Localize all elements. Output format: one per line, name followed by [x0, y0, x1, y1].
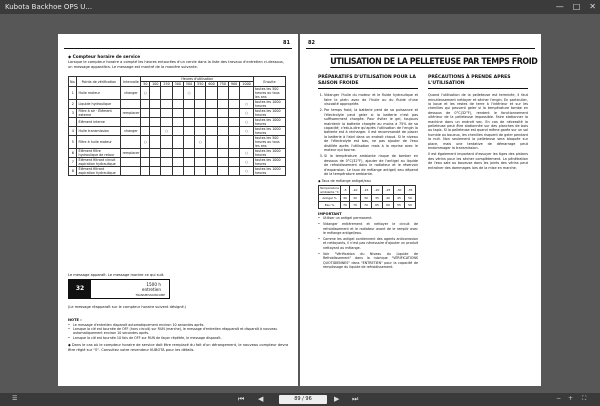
table-cell	[121, 167, 141, 176]
sidebar-toggle-icon[interactable]: ☰	[12, 395, 18, 402]
table-cell	[217, 100, 228, 109]
important-list	[318, 216, 418, 269]
table-cell: toutes les 1000 heures	[254, 118, 286, 127]
table-cell: 1	[69, 87, 77, 100]
note-item: • Le message d'entretien disparaît automatiquement environ 10 secondes après.	[68, 323, 290, 327]
table-cell: -25	[382, 185, 393, 194]
antifreeze-table	[318, 185, 416, 209]
table-cell	[195, 149, 206, 158]
table-cell	[206, 127, 217, 136]
table-cell: Élément filtrant circuit aspiration hydraulique	[77, 158, 121, 167]
table-cell	[195, 158, 206, 167]
hour-column-header: 500	[183, 82, 194, 87]
table-cell	[121, 136, 141, 149]
table-cell	[172, 158, 183, 167]
page-title: UTILISATION DE LA PELLETEUSE PAR TEMPS FROID	[330, 54, 520, 68]
table-row: Antigel % 30 30 30 35 40 45 50	[319, 194, 416, 201]
table-cell	[150, 109, 161, 118]
table-cell: Élément filtre hydraulique de retour	[77, 149, 121, 158]
table-cell	[206, 158, 217, 167]
check-circle-icon: ○	[240, 149, 254, 158]
table-cell	[150, 149, 161, 158]
table-cell	[183, 127, 194, 136]
hour-column-header: 1000	[240, 82, 254, 87]
list-item: 3. Si la température ambiante risque de tomber en dessous de 0°C(32°F), ajouter de l'antigel au liquide de refroidissement dans le radiateur et le réservoir d'expansion. Le taux de mélange antigel/ eau dépend de la température ambiante.	[324, 154, 418, 176]
table-body	[69, 87, 286, 176]
check-circle-icon: ○	[240, 127, 254, 136]
table-cell: 2	[69, 100, 77, 109]
table-cell	[206, 109, 217, 118]
hour-column-header: 300	[172, 82, 183, 87]
table-cell: 6	[69, 149, 77, 158]
table-cell	[228, 118, 239, 127]
table-cell	[161, 109, 172, 118]
list-item: 2. Par temps froid, la batterie perd de sa puissance et l'électrolyte peut geler si la batterie n'est pas suffisamment chargée. Pour éviter le gel, toujours maintenir la batterie chargée au moins à 75% de sa capacité; c'est-à-dire qu'après l'utilisation de l'engin la batterie est à recharger. Il est recommandé de placer la batterie à l'abri dans un endroit chaud. Si le niveau de l'électrolyte est bas, ne pas ajouter de l'eau distillée après l'utilisation mais à la reprise avec le moteur qui tourne.	[324, 108, 418, 152]
table-cell	[172, 136, 183, 149]
table-cell	[172, 118, 183, 127]
check-circle-icon: ○	[195, 136, 206, 149]
check-circle-icon: ○	[240, 158, 254, 167]
table-cell: remplacer	[121, 109, 141, 118]
table-cell	[172, 87, 183, 100]
table-cell	[217, 109, 228, 118]
hour-column-header: 100	[150, 82, 161, 87]
table-cell: Liquide hydraulique	[77, 100, 121, 109]
header-interval: Intervalle	[121, 77, 141, 87]
table-cell: -30	[393, 185, 404, 194]
table-cell: toutes les 1000 heures	[254, 100, 286, 109]
table-cell: 70	[341, 201, 350, 208]
table-row	[69, 100, 286, 109]
table-cell: Filtre à huile moteur	[77, 136, 121, 149]
table-cell	[161, 167, 172, 176]
table-row	[69, 136, 286, 149]
table-cell: toutes les 1000 heures	[254, 158, 286, 167]
table-cell	[161, 158, 172, 167]
check-circle-icon: ○	[183, 87, 194, 100]
table-cell	[206, 167, 217, 176]
table-cell	[183, 167, 194, 176]
divider	[306, 48, 535, 49]
table-cell	[195, 100, 206, 109]
table-cell	[217, 87, 228, 100]
table-cell: remplacer	[121, 149, 141, 158]
table-cell: 35	[371, 194, 382, 201]
table-cell: toutes les 1000 heures	[254, 167, 286, 176]
table-cell	[150, 136, 161, 149]
hour-column-header: 600	[206, 82, 217, 87]
header-items: Points de vérification	[77, 77, 121, 87]
message-display	[68, 279, 170, 299]
table-cell	[121, 118, 141, 127]
table-cell	[150, 100, 161, 109]
table-cell: -20	[371, 185, 382, 194]
table-cell	[150, 127, 161, 136]
list-item: • Comme les antigel contiennent des agents anticorrosion et nettoyants, il n'est pas nécessaire d'ajouter un produit nettoyant au mélange.	[318, 237, 418, 250]
table-cell	[228, 109, 239, 118]
table-row: Température ambiante °C -5 -10 -15 -20 -25 -30 -35	[319, 185, 416, 194]
table-cell	[183, 109, 194, 118]
table-cell	[141, 149, 150, 158]
table-cell	[183, 136, 194, 149]
table-cell	[150, 87, 161, 100]
table-row: Eau % 70 70 70 65 60 55 50	[319, 201, 416, 208]
table-cell: 30	[360, 194, 371, 201]
check-circle-icon: ○	[240, 109, 254, 118]
check-circle-icon: ○	[161, 127, 172, 136]
table-cell: -5	[341, 185, 350, 194]
table-cell: changer	[121, 127, 141, 136]
message-note: Le message apparaît. Le message montre ce qui suit.	[68, 273, 165, 277]
table-row	[69, 158, 286, 167]
table-cell	[150, 167, 161, 176]
table-cell	[217, 158, 228, 167]
table-cell: 30	[341, 194, 350, 201]
table-row	[69, 149, 286, 158]
table-cell	[141, 127, 150, 136]
table-cell	[217, 136, 228, 149]
hour-column-header: 50	[141, 82, 150, 87]
notes-title: NOTE :	[68, 318, 82, 322]
reappear-note: (Le message réapparaît sur le compteur horaire suivent désigné.)	[68, 305, 187, 309]
table-cell	[195, 118, 206, 127]
divider	[64, 48, 292, 49]
list-item: • Voir "Vérification du Niveau du Liquide de Refroidissement" dans la rubrique "VÉRIFICATIONS QUOTIDIENNES" dans "ENTRETIEN" pour la capacité de remplissage du liquide de refroidissement.	[318, 252, 418, 269]
table-cell	[240, 136, 254, 149]
last-page-button[interactable]: ⏭	[352, 395, 359, 403]
table-cell	[121, 100, 141, 109]
column-preparation	[318, 75, 418, 271]
table-cell: Huile moteur	[77, 87, 121, 100]
table-cell	[172, 167, 183, 176]
paragraph: Il est également important d'essuyer les tiges des pistons des vérins pour les sécher complètement. La pénétration de l'eau sale ou boueuse dans les joints des vérins peut entraîner des dommages lors de la mise en marche.	[428, 152, 528, 170]
table-cell	[161, 87, 172, 100]
table-cell	[161, 118, 172, 127]
table-cell	[161, 100, 172, 109]
next-page-button[interactable]: ▶	[334, 395, 340, 403]
header-hours: Heures d'utilisation	[141, 77, 254, 82]
check-circle-icon: ○	[141, 136, 150, 149]
table-cell: 30	[349, 194, 360, 201]
section-title: ◆ Compteur horaire de service	[68, 54, 141, 59]
table-cell	[217, 127, 228, 136]
navigation-bar	[0, 393, 600, 406]
table-cell: 70	[360, 201, 371, 208]
paragraph: Quand l'utilisation de la pelleteuse est terminée, il faut minutieusement nettoyer et sécher l'engin. En particulier, la boue et les restes de terre à l'intérieur et sur les chenilles qui peuvent geler si la température tombe en dessous de 0°C(32°F), rendent le fonctionnement ultérieur de la pelleteuse impossible. Faire stationner la machine dans un endroit sec. En cas de nécessité la pelleteuse peut être stationnée sur des planches de bois ou tapis. Si la pelleteuse est quand même garée sur un sol humide ou boueux, les chenilles risquent de geler pendant la nuit. Non seulement la pelleteuse sera bloquée sur place, mais une tentative de démarrage peut endommager la transmission.	[428, 93, 529, 151]
check-circle-icon: ○	[240, 100, 254, 109]
list-item: • Vidanger entièrement et nettoyer le circuit de refroidissement et le radiateur avant de le remplir avec le mélange antigel/eau.	[318, 222, 418, 235]
table-cell	[183, 100, 194, 109]
zoom-out-icon[interactable]: −	[556, 395, 562, 402]
table-cell: 5	[69, 136, 77, 149]
list-item: • Utiliser un antigel permanent.	[318, 216, 418, 220]
table-cell	[228, 136, 239, 149]
display-code: 32	[69, 280, 91, 298]
table-cell: toutes les 1000 heures	[254, 149, 286, 158]
maintenance-table	[68, 76, 286, 176]
table-cell	[141, 118, 150, 127]
column-after-use	[428, 75, 528, 172]
table-cell	[150, 118, 161, 127]
check-circle-icon: ○	[141, 87, 150, 100]
hour-column-header: 250	[161, 82, 172, 87]
notes-extra: ◆ Dans le cas où le compteur horaire de service doit être remplacé du fait d'un dérangement, le nouveau compteur devra être réglé sur "0". Consultez votre revendeur KUBOTA pour les détails.	[68, 342, 289, 352]
table-cell: Élément interne	[77, 118, 121, 127]
table-cell	[228, 100, 239, 109]
close-button[interactable]: ✕	[589, 2, 596, 11]
display-value: 1500 h entretien	[141, 282, 161, 292]
table-cell	[121, 158, 141, 167]
table-cell	[172, 127, 183, 136]
table-cell	[217, 118, 228, 127]
check-circle-icon: ○	[240, 118, 254, 127]
note-item: • Lorsque la clé est tournée de OFF (hors circuit) sur RUN (marche), le message d'entretien réapparaît et disparaît à nouveau automatiquement environ 10 secondes après.	[68, 327, 290, 336]
table-cell	[206, 118, 217, 127]
intro-text: Lorsque le compteur horaire a compté les heures entourées d'un cercle dans la liste des travaux d'entretien ci-dessous, un message apparaîtra. Le message est montré de la manière suivante.	[68, 60, 284, 69]
list-item: 1. Vidanger l'huile du moteur et le fluide hydraulique et faire le plein avec de l'huile ou du fluide d'une viscosité appropriée.	[324, 93, 418, 106]
table-cell	[141, 109, 150, 118]
check-circle-icon: ○	[240, 167, 254, 176]
hour-column-header: 900	[228, 82, 239, 87]
table-cell	[206, 100, 217, 109]
note-item: • Lorsque la clé est tournée 10 fois de OFF sur RUN de façon répétée, le message disparaît.	[68, 336, 290, 340]
table-cell	[161, 149, 172, 158]
document-viewer[interactable]	[0, 14, 600, 393]
table-cell	[195, 109, 206, 118]
maximize-button[interactable]: □	[572, 2, 581, 11]
table-row	[69, 167, 286, 176]
table-cell: Élément filtrant aspiration hydraulique	[77, 167, 121, 176]
column-heading: PRÉPARATIFS D'UTILISATION POUR LA SAISON FROIDE	[318, 75, 418, 89]
table-cell: Huile transmission	[77, 127, 121, 136]
table-cell: 55	[393, 201, 404, 208]
table-cell	[228, 167, 239, 176]
table-cell: 8	[69, 167, 77, 176]
header-no: No.	[69, 77, 77, 87]
table-cell: -35	[404, 185, 415, 194]
table-cell	[161, 136, 172, 149]
table-cell	[183, 158, 194, 167]
table-cell	[228, 127, 239, 136]
table-cell	[228, 87, 239, 100]
left-page	[58, 34, 298, 386]
table-cell	[172, 100, 183, 109]
table-cell	[150, 158, 161, 167]
mix-title: ◆ Taux de mélange antigel/eau	[318, 178, 371, 183]
table-cell: 40	[382, 194, 393, 201]
page-number: 81	[283, 40, 290, 46]
table-cell	[206, 87, 217, 100]
table-cell	[183, 118, 194, 127]
display-sublabel: TRANSMISSIONCOMP	[135, 293, 165, 297]
first-page-button[interactable]: ⏮	[238, 395, 245, 403]
table-cell: 50	[404, 194, 415, 201]
table-cell: 65	[371, 201, 382, 208]
table-cell	[183, 149, 194, 158]
table-cell: 3	[69, 109, 77, 118]
page-indicator[interactable]: 89 / 96	[279, 395, 327, 404]
table-cell	[195, 167, 206, 176]
table-cell	[228, 158, 239, 167]
table-cell: toutes les 1000 heures	[254, 109, 286, 118]
window-titlebar	[0, 0, 600, 14]
table-cell: 45	[393, 194, 404, 201]
table-cell: changer	[121, 87, 141, 100]
table-cell	[172, 149, 183, 158]
table-cell	[195, 127, 206, 136]
table-cell: -15	[360, 185, 371, 194]
table-row	[69, 118, 286, 127]
table-cell: 7	[69, 158, 77, 167]
important-title: IMPORTANT	[318, 211, 342, 216]
preparation-list	[324, 93, 418, 176]
table-cell	[206, 149, 217, 158]
table-cell	[217, 149, 228, 158]
table-cell	[195, 87, 206, 100]
window-title: Kubota Backhoe OPS U...	[5, 3, 93, 11]
prev-page-button[interactable]: ◀	[258, 395, 264, 403]
minimize-button[interactable]: —	[555, 2, 564, 11]
zoom-in-icon[interactable]: +	[568, 395, 574, 402]
table-cell	[217, 167, 228, 176]
table-cell: toutes les 500 heures ou tous les ans	[254, 87, 286, 100]
table-row	[69, 87, 286, 100]
table-row	[69, 127, 286, 136]
hour-column-header: 750	[217, 82, 228, 87]
table-cell: 50	[404, 201, 415, 208]
table-cell	[206, 136, 217, 149]
table-cell: 4	[69, 127, 77, 136]
hour-column-header: 550	[195, 82, 206, 87]
window-controls	[556, 0, 596, 14]
table-row	[69, 109, 286, 118]
table-cell: -10	[349, 185, 360, 194]
table-cell: toutes les 500 heures ou tous les ans	[254, 136, 286, 149]
fullscreen-icon[interactable]: ⛶	[582, 395, 587, 402]
table-cell: Filtre à air · Élément externe	[77, 109, 121, 118]
table-cell	[141, 158, 150, 167]
table-cell	[228, 149, 239, 158]
table-cell: toutes les 1000 heures	[254, 127, 286, 136]
header-after: Ensuite	[254, 77, 286, 87]
table-cell: 60	[382, 201, 393, 208]
table-cell	[141, 100, 150, 109]
table-cell	[172, 109, 183, 118]
notes-list	[68, 323, 290, 340]
page-number: 82	[308, 40, 315, 46]
right-page	[300, 34, 541, 386]
column-heading: PRÉCAUTIONS À PRENDE APRES L'UTILISATION	[428, 75, 528, 89]
notes-block	[68, 318, 290, 353]
table-cell	[141, 167, 150, 176]
table-cell	[240, 87, 254, 100]
table-cell	[69, 118, 77, 127]
table-cell: 70	[349, 201, 360, 208]
